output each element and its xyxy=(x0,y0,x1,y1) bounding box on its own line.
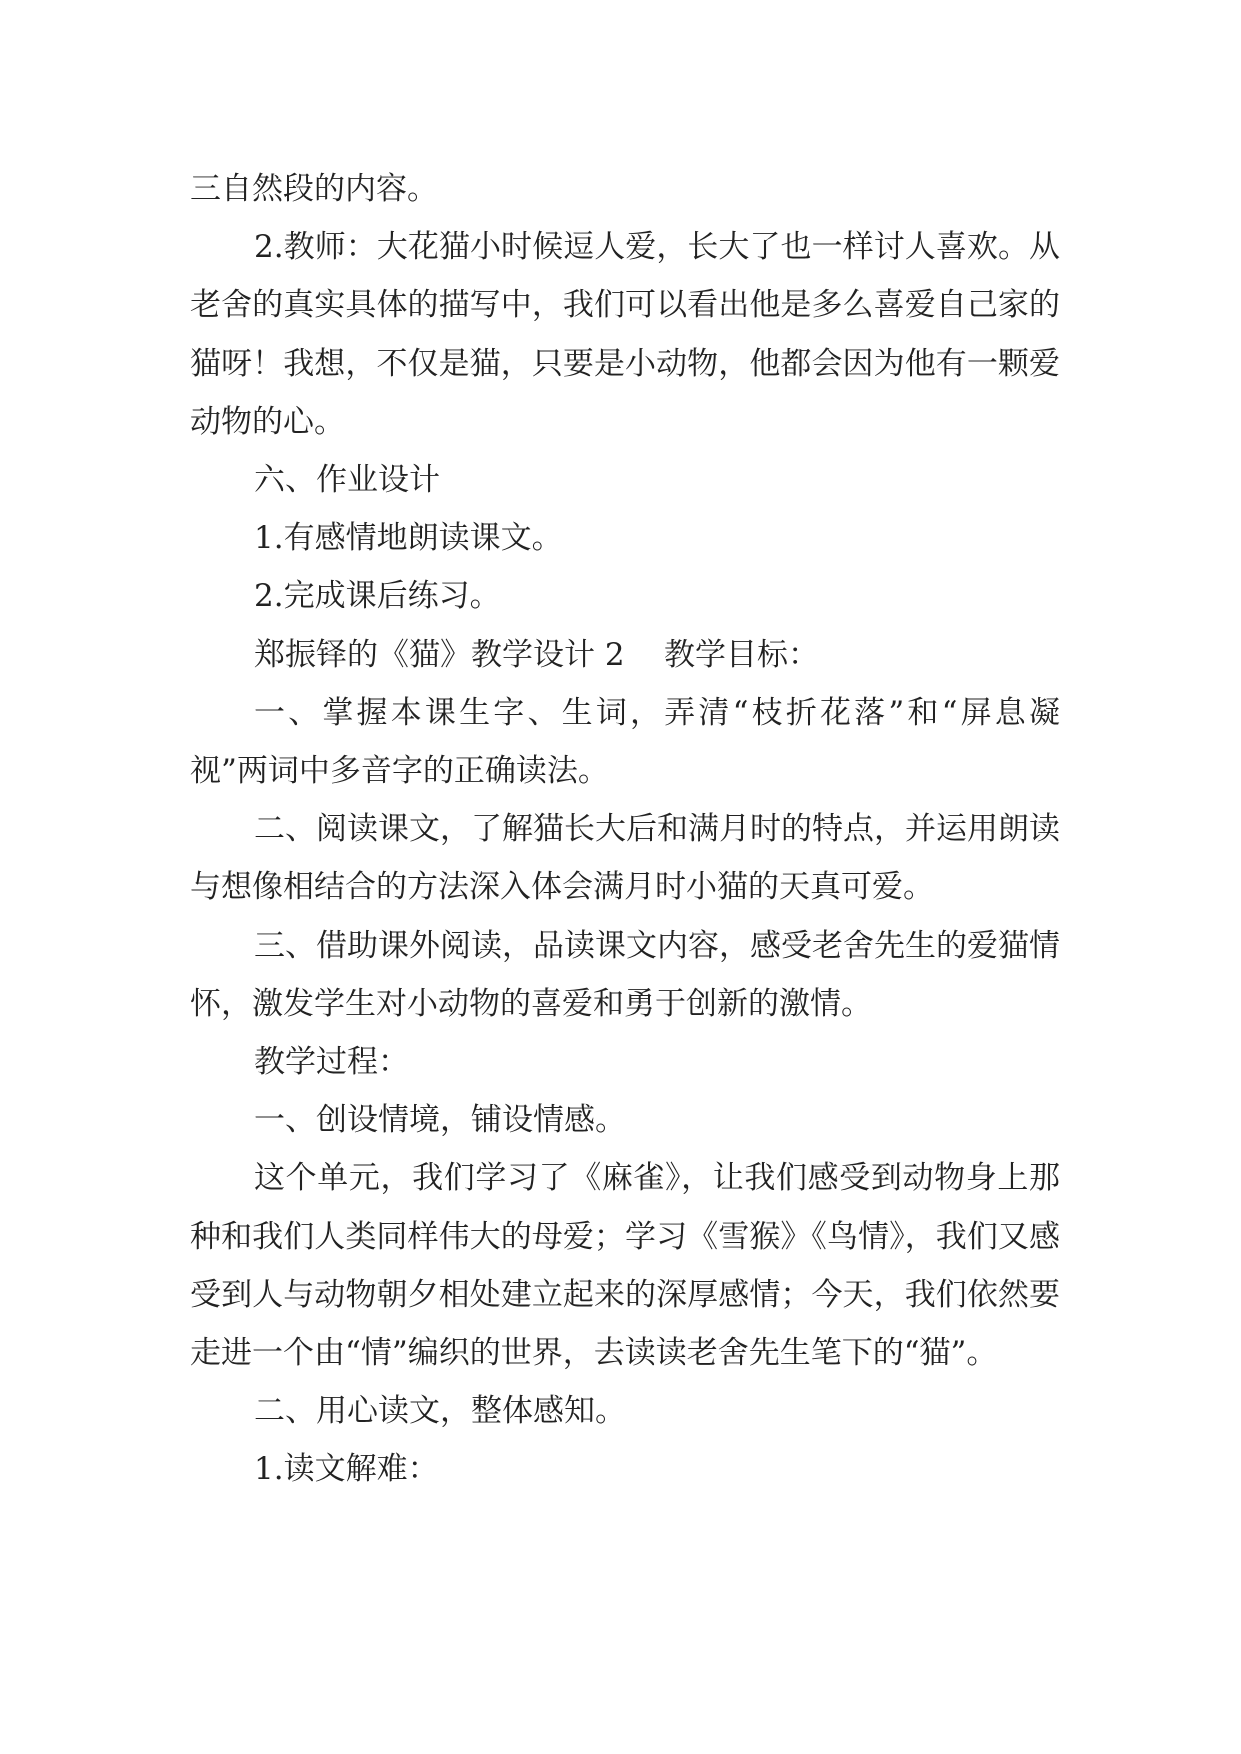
section-heading: 郑振铎的《猫》教学设计 2 教学目标： xyxy=(254,636,819,673)
objective-item: 一、掌握本课生字、生词，弄清“枝折花落”和“屏息凝视”两词中多音字的正确读法。 xyxy=(190,694,1060,790)
document-body xyxy=(190,160,1060,1499)
section-heading: 教学过程： xyxy=(254,1044,409,1081)
section-heading: 六、作业设计 xyxy=(254,462,440,499)
list-item: 1.有感情地朗读课文。 xyxy=(254,520,563,557)
paragraph: 这个单元，我们学习了《麻雀》，让我们感受到动物身上那种和我们人类同样伟大的母爱；学习《雪猴》《鸟情》，我们又感受到人与动物朝夕相处建立起来的深厚感情；今天，我们依然要走进一个由“情”编织的世界，去读读老舍先生笔下的“猫”。 xyxy=(190,1160,1060,1372)
list-item: 1.读文解难： xyxy=(254,1451,439,1488)
list-item: 2.完成课后练习。 xyxy=(254,578,501,615)
objective-item: 三、借助课外阅读，品读课文内容，感受老舍先生的爱猫情怀，激发学生对小动物的喜爱和勇于创新的激情。 xyxy=(190,927,1060,1022)
paragraph: 三自然段的内容。 xyxy=(190,171,438,207)
paragraph: 2.教师：大花猫小时候逗人爱，长大了也一样讨人喜欢。从老舍的真实具体的描写中，我们可以看出他是多么喜爱自己家的猫呀！我想，不仅是猫，只要是小动物，他都会因为他有一颗爱动物的心。 xyxy=(190,229,1060,440)
objective-item: 二、阅读课文，了解猫长大后和满月时的特点，并运用朗读与想像相结合的方法深入体会满月时小猫的天真可爱。 xyxy=(190,811,1060,906)
section-heading: 二、用心读文，整体感知。 xyxy=(254,1393,626,1430)
section-heading: 一、创设情境，铺设情感。 xyxy=(254,1102,626,1139)
